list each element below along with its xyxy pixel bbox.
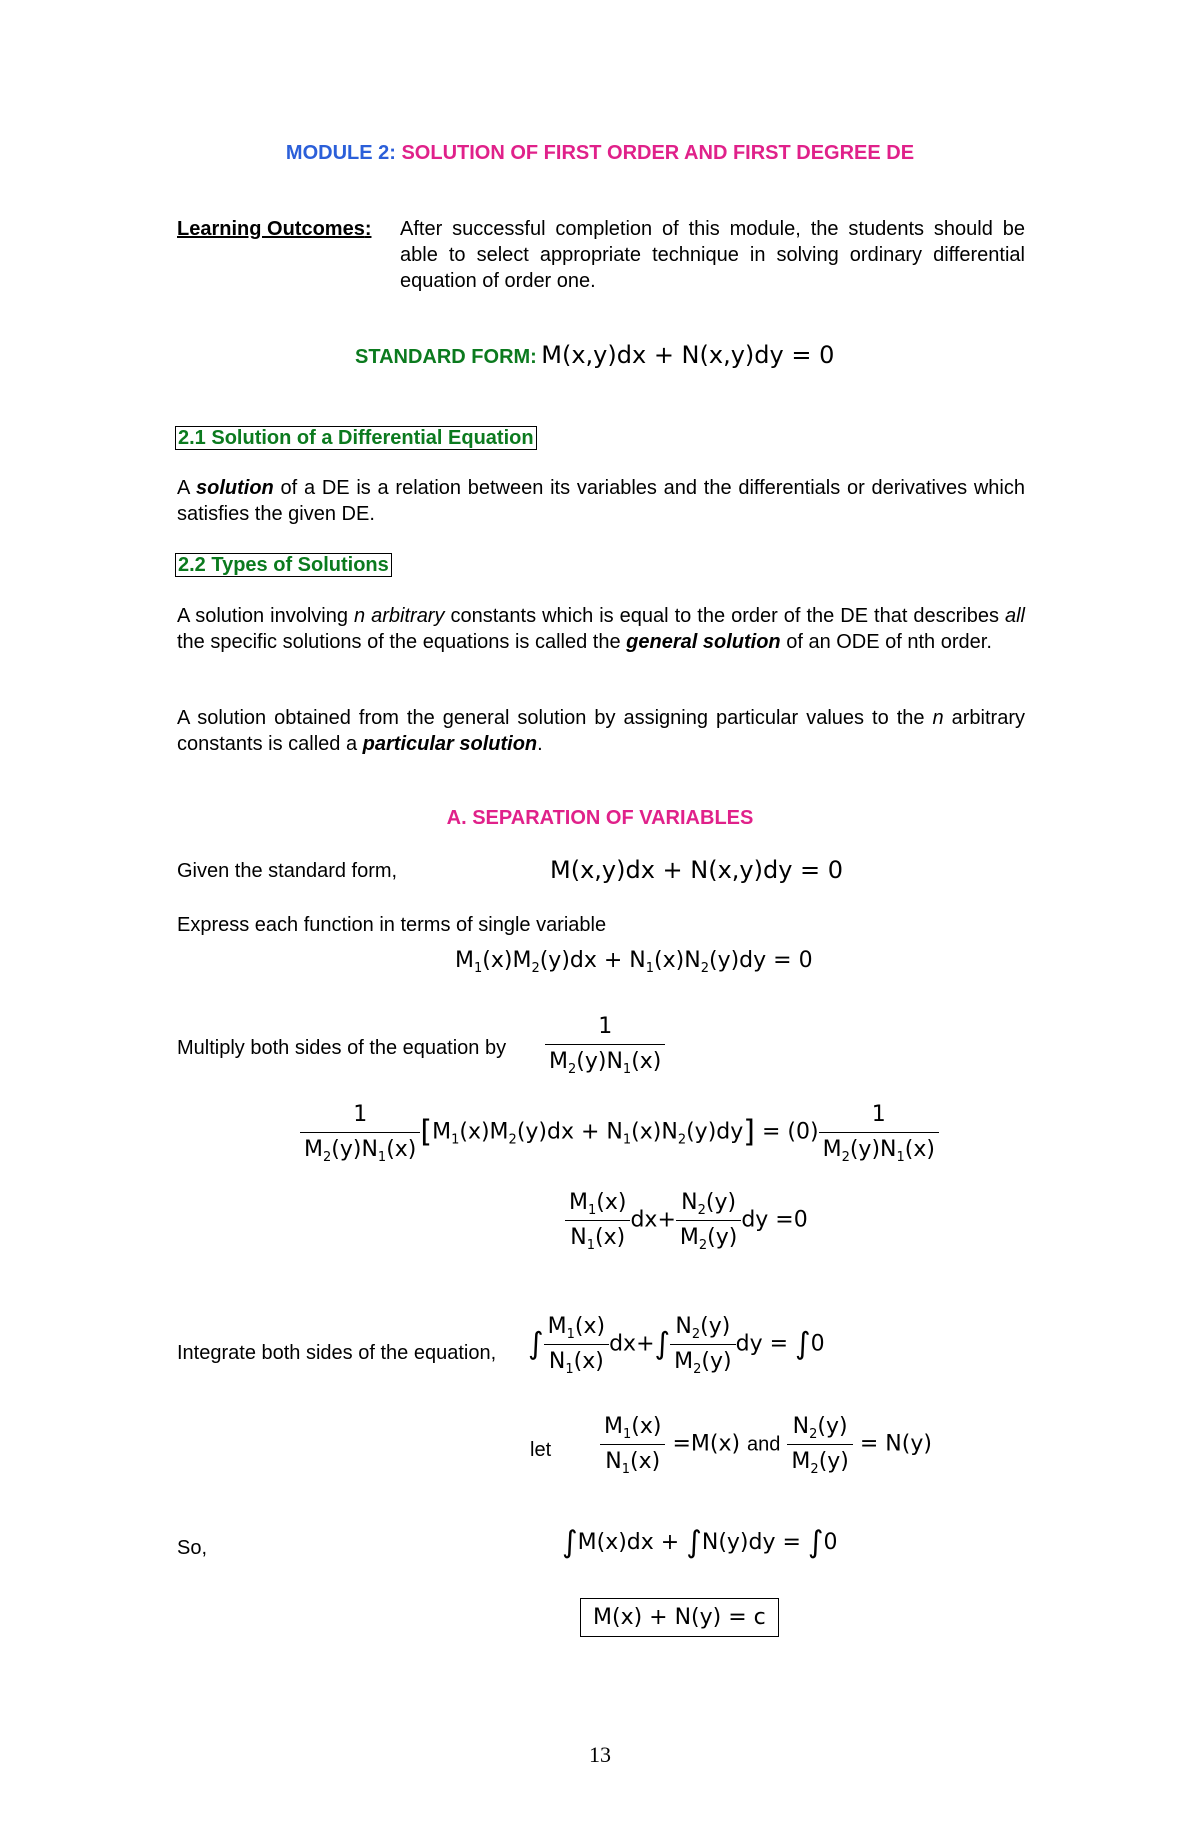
- standard-form: [355, 340, 834, 370]
- let-text: let: [530, 1439, 552, 1461]
- integrate-text: Integrate both sides of the equation,: [177, 1342, 497, 1364]
- so-text: So,: [177, 1537, 208, 1559]
- substitution: $\frac{M_1(x)}{N_1(x)}$ =M(x) and $\frac{N_2(y)}{M_2(y)}$ = N(y): [600, 1412, 932, 1477]
- page-title: [0, 142, 1200, 165]
- title-rest: SOLUTION OF FIRST ORDER AND FIRST DEGREE DE: [401, 142, 915, 164]
- title-module: MODULE 2:: [285, 142, 396, 164]
- section-2-2-heading: 2.2 Types of Solutions: [175, 552, 392, 578]
- learning-outcomes-label: Learning Outcomes:: [177, 218, 372, 240]
- multiply-text: Multiply both sides of the equation by: [177, 1037, 507, 1059]
- section-2-1-paragraph: A solution of a DE is a relation between its variables and the differentials or derivatives which satisfies the given DE.: [177, 477, 1025, 525]
- general-solution-box: M(x) + N(y) = c: [580, 1603, 779, 1633]
- section-2-2-paragraph-1: A solution involving n arbitrary constants which is equal to the order of the DE that describes all the specific solutions of the equations is called the general solution of an ODE of nth order.: [177, 605, 1025, 653]
- section-2-1-heading: 2.1 Solution of a Differential Equation: [175, 425, 537, 451]
- page-number: 13: [589, 1742, 611, 1767]
- express-text: Express each function in terms of single variable: [177, 914, 607, 936]
- multiplied-equation: $\frac{1}{M_2(y)N_1(x)}$ $[M_1(x)M_2(y)dx + N_1(x)N_2(y)dy] = (0)$ $\frac{1}{M_2(y)N_1(x)}$: [300, 1100, 939, 1165]
- given-text: Given the standard form,: [177, 860, 398, 882]
- separated-equation: $M_1(x)M_2(y)dx + N_1(x)N_2(y)dy = 0$: [455, 948, 813, 976]
- integral-equation: ∫ $\frac{M_1(x)}{N_1(x)}$ dx+∫ $\frac{N_2(y)}{M_2(y)}$ dy = ∫0: [528, 1314, 825, 1377]
- given-equation: M(x,y)dx + N(x,y)dy = 0: [550, 856, 844, 884]
- final-integral: ∫M(x)dx + ∫N(y)dy = ∫0: [562, 1525, 838, 1560]
- reduced-equation: $\frac{M_1(x)}{N_1(x)}$ dx+ $\frac{N_2(y)}{M_2(y)}$ dy =0: [565, 1188, 808, 1253]
- separation-heading: A. SEPARATION OF VARIABLES: [446, 807, 754, 829]
- standard-form-equation: M(x,y)dx + N(x,y)dy = 0: [541, 341, 835, 369]
- section-2-2-paragraph-2: A solution obtained from the general solution by assigning particular values to the n arbitrary constants is called a particular solution.: [177, 707, 1025, 755]
- learning-outcomes-text: After successful completion of this module, the students should be able to select appropriate technique in solving ordinary differential equation of order one.: [400, 218, 1025, 292]
- standard-form-label: STANDARD FORM:: [355, 346, 537, 368]
- multiplier-fraction: $\frac{1}{M_2(y)N_1(x)}$: [545, 1012, 665, 1077]
